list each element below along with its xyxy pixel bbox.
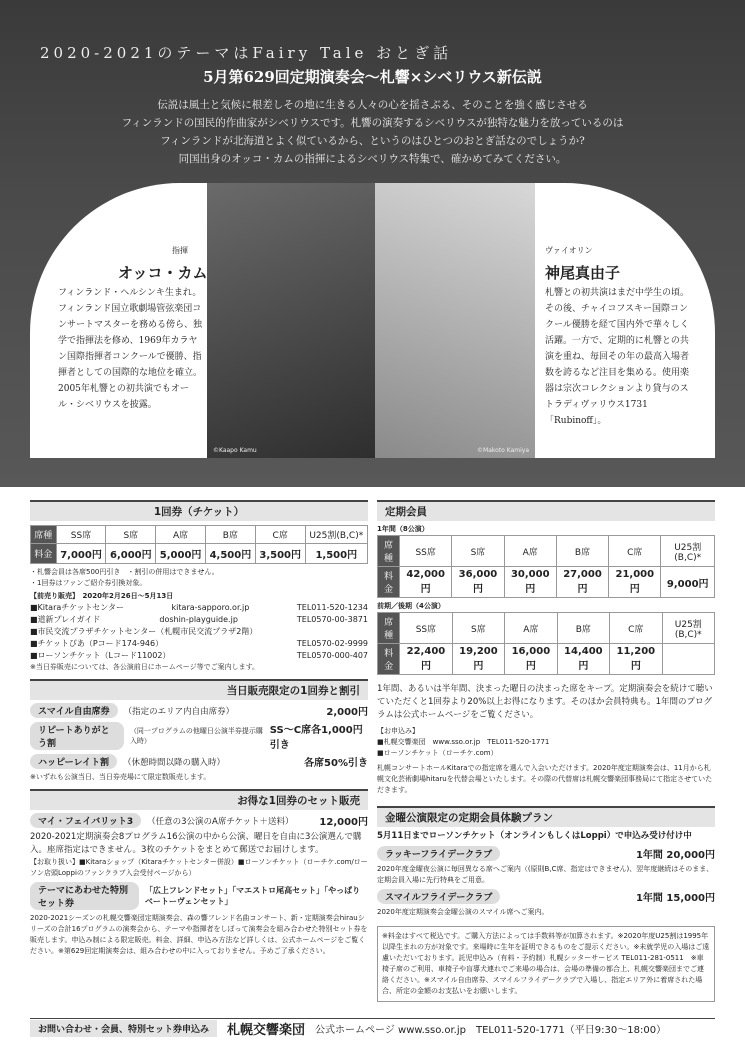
season-theme: 2020-2021のテーマはFairy Tale おとぎ話 [40,44,453,62]
violinist-bio: 札響との初共演はまだ中学生の頃。その後、チャイコフスキー国際コンクール優勝を経て国内外で華々しく活躍。一方で、定期的に札響との共演を重ね、毎回その年の最高入場者数を誇るなど注目を集める。使用楽器は宗次コレクションより貸与のストラディヴァリウス1731「Rubinoff」。 [545,288,690,426]
violinist-role: ヴァイオリン [545,246,593,255]
set-title: お得な1回券のセット販売 [30,789,368,810]
conductor-name: オッコ・カム [118,264,208,282]
conductor-role: 指揮 [172,246,188,255]
member-half-table: 席種 SS席 S席 A席 B席 C席 U25割(B,C)* 料金 22,400円 19,200円 16,000円 14,400円 11,200円 [377,612,715,675]
friday-title: 金曜公演限定の定期会員体験プラン [377,806,715,827]
footer: お問い合わせ・会員、特別セット券申込み 札幌交響楽団 公式ホームページ www.sso.or.jp TEL011-520-1771（平日9:30～18:00） [30,1018,715,1038]
member-year-table: 席種 SS席 S席 A席 B席 C席 U25割(B,C)* 料金 42,000円 36,000円 30,000円 27,000円 21,000円 9,000円 [377,535,715,598]
right-column: 定期会員 1年間（8公演） 席種 SS席 S席 A席 B席 C席 U25割(B,C)* 料金 42,000円 36,000円 30,000円 27,000円 21,000円 9,000円 前期／後期（4公演） 席種 SS席 S席 A席 B席 C席 U25割(B,C)* 料金 22,400円 19,200円 16,000円 14,400円 11,200円 1年間、あるいは半年間、決まった曜日の決まった席をキープ。定期演奏会を続けて聴いていただくと1回券より20%以上お得になります。そのほか会員特典も。1年間のプログラムは公式ホームページをご覧ください。 【お申込み】 ■札幌交響楽団 www.sso.or.jp TEL011-520-1771 ■ローソンチケット（ローチケ.com） 札幌コンサートホールKitaraでの指定席を選んで入会いただけます。2020年度定期演奏会は、11月から札幌文化芸術劇場hitaruを代替会場といたします。その際の代替席は札幌交響楽団事務局にて指定させていただきます。 金曜公演限定の定期会員体験プラン 5月11日までローソンチケット（オンラインもしくはLoppi）で申込み受け付け中 ラッキーフライデークラブ 1年間 20,000円 2020年度金曜夜公演に毎回異なる席へご案内（(原則B,C席、指定はできません)、翌年度継続はそのまま、定期会員入場に先行特典をご用意。 スマイルフライデークラブ 1年間 15,000円 2020年度定期演奏会金曜公演のスマイル席へご案内。 ※料金はすべて税込です。ご購入方法によっては手数料等が加算されます。※2020年度U25割は1995年以降生まれの方が対象です。来場時に生年を証明できるものをご提示ください。※未就学児の入場はご遠慮いただいております。託児申込み（有料・予約制）札幌シッターサービス TEL011-281-0511 ※車椅子席のご利用、車椅子や盲導犬連れでご来場の場合は、会場の準備の都合上、札幌交響楽団までご連絡ください。※スマイル自由席券、スマイルフライデークラブで入場し、指定エリア外に着席された場合、所定の金額のお支払いをお願いします。 [377,500,715,1002]
ticket-table: 席種 SS席 S席 A席 B席 C席 U25割(B,C)* 料金 7,000円 6,000円 5,000円 4,500円 3,500円 1,500円 [30,525,368,564]
ticket-title: 1回券（チケット） [30,500,368,521]
intro-text: 伝説は風土と気候に根差しその地に生きる人々の心を揺さぶる、そのことを強く感じさせる フィンランドの国民的作曲家がシベリウスです。札響の演奏するシベリウスが独特な魅力を放っているのは フィンランドが北海道とよく似ているから、というのはひとつのおとぎ話なのでしょうか? 同国出身のオッコ・カムの指揮によるシベリウス特集で、確かめてみてください。 [121,99,624,165]
violinist-photo: ©Makoto Kamiya [375,183,535,458]
conductor-photo: ©Kaapo Kamu [207,183,377,458]
violinist-name: 神尾真由子 [545,264,621,282]
left-column: 1回券（チケット） 席種 SS席 S席 A席 B席 C席 U25割(B,C)* 料金 7,000円 6,000円 5,000円 4,500円 3,500円 1,500円 ・札響会員は各席500円引き ・割引の併用はできません。 ・1回券はファンご紹介券引換対象。 【前売り販売】 2020年2月26日～5月13日 ■Kitaraチケットセンター kitara-sapporo.or.jp TEL011-520-1234 ■道新プレイガイド doshin-playguide.jp TEL0570-00-3871 ■市民交流プラザチケットセンター（札幌市民交流プラザ2階） ■チケットぴあ（Pコード174-946） TEL0570-02-9999 ■ローソンチケット（Lコード11002） TEL0570-000-407 ※当日券販売については、各公演前日にホームページ等でご案内します。 当日販売限定の1回券と割引 スマイル自由席券 （指定のエリア内自由席券） 2,000円 リピートありがとう割 （同一プログラムの他曜日公演半券提示購入時） SS～C席各1,000円引き ハッピーレイト割 （休憩時間以降の購入時） 各席50%引き ※いずれも公演当日、当日券売場にて限定数販売します。 お得な1回券のセット販売 マイ・フェイバリット3 （任意の3公演のA席チケット＋送料） 12,000円 2020-2021定期演奏会8プログラム16公演の中から公演、曜日を自由に3公演選んで購入。座席指定はできません。3枚のチケットをまとめて郵送でお届けします。 【お取り扱い】■Kitaraショップ（Kitaraチケットセンター併設）■ローソンチケット（ローチケ.com/ローソン店頭Loppiのファンクラブ入会受付ページから） テーマにあわせた特別セット券 「広上フレンドセット」「マエストロ尾高セット」「やっぱりベートーヴェンセット」 2020-2021シーズンの札幌交響楽団定期演奏会、森の響フレンド名曲コンサート、新・定期演奏会hirauシリーズの合計16プログラムの演奏会から、テーマや指揮者をしぼって演奏会を組み合わせた特別セット券を販売します。申込み制による限定販売。料金、詳細、申込み方法など詳しくは、公式ホームページをご覧ください。※第629回定期演奏会は、組み合わせの中に入っておりません。予めご了承ください。 [30,500,368,957]
member-title: 定期会員 [377,500,715,521]
concert-headline: 5月第629回定期演奏会～札響×シベリウス新伝説 [203,68,542,86]
conductor-bio: フィンランド・ヘルシンキ生まれ。フィンランド国立歌劇場管弦楽団コンサートマスターを務める傍ら、独学で指揮法を修め、1969年カラヤン国際指揮者コンクールで優勝、指揮者としての国際的な地位を確立。2005年札響との初共演でもオール・シベリウスを披露。 [58,288,203,410]
sameday-title: 当日販売限定の1回券と割引 [30,679,368,700]
